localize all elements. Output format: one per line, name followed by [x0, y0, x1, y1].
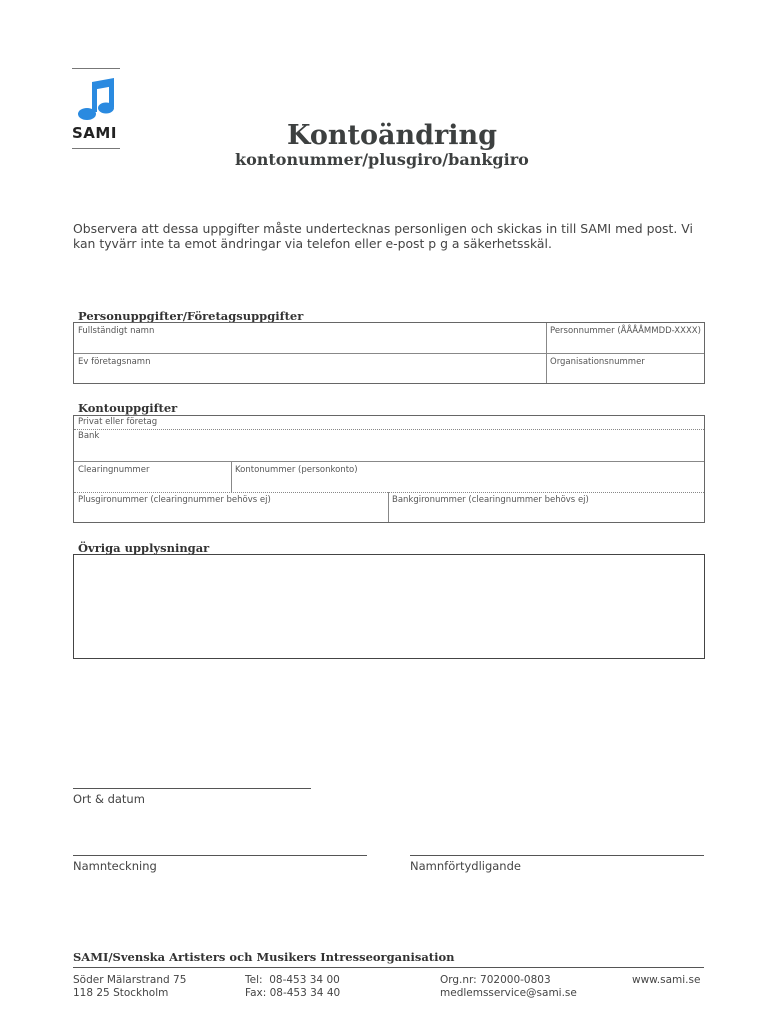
- full-name-label: Fullständigt namn: [78, 326, 155, 336]
- section-title-person: Personuppgifter/Företagsuppgifter: [78, 309, 304, 323]
- plusgiro-field[interactable]: [74, 493, 388, 522]
- company-name-field[interactable]: [74, 354, 546, 383]
- logo-bottom-rule: [72, 148, 120, 149]
- org-number-field[interactable]: [547, 354, 704, 383]
- company-name-label: Ev företagsnamn: [78, 357, 151, 367]
- other-info-textarea[interactable]: [73, 554, 705, 659]
- private-or-company-label: Privat eller företag: [78, 417, 158, 427]
- footer-address-1: Söder Mälarstrand 75: [73, 974, 187, 986]
- signature-label: Namnteckning: [73, 859, 157, 873]
- name-clarification-label: Namnförtydligande: [410, 859, 521, 873]
- place-date-line[interactable]: [73, 788, 311, 789]
- plusgiro-label: Plusgironummer (clearingnummer behövs ej): [78, 495, 271, 505]
- name-clarification-line[interactable]: [410, 855, 704, 856]
- footer-tel: Tel: 08-453 34 00: [245, 974, 340, 986]
- section-title-other: Övriga upplysningar: [78, 541, 210, 555]
- personal-number-field[interactable]: [547, 323, 704, 353]
- footer-org-name: SAMI/Svenska Artisters och Musikers Intresseorganisation: [73, 950, 455, 964]
- org-number-label: Organisationsnummer: [550, 357, 645, 367]
- place-date-label: Ort & datum: [73, 792, 145, 806]
- footer-org-nr: Org.nr: 702000-0803: [440, 974, 551, 986]
- logo-top-rule: [72, 68, 120, 69]
- music-note-icon: [78, 76, 118, 122]
- clearing-label: Clearingnummer: [78, 465, 150, 475]
- personal-number-label: Personnummer (ÅÅÅÅMMDD-XXXX): [550, 326, 701, 336]
- account-number-label: Kontonummer (personkonto): [235, 465, 358, 475]
- logo-text: SAMI: [72, 124, 117, 142]
- section-title-account: Kontouppgifter: [78, 401, 178, 415]
- bank-field[interactable]: [74, 430, 704, 460]
- footer-fax: Fax: 08-453 34 40: [245, 987, 341, 999]
- footer-rule: [73, 967, 704, 968]
- private-or-company-field[interactable]: [74, 416, 704, 429]
- account-number-field[interactable]: [232, 462, 704, 492]
- footer-address-2: 118 25 Stockholm: [73, 987, 169, 999]
- account-info-box: [73, 415, 705, 523]
- intro-text: Observera att dessa uppgifter måste undertecknas personligen och skickas in till SAMI med post. Vi kan tyvärr inte ta emot ändringar via telefon eller e-post p g a säkerhetsskäl.: [73, 221, 693, 251]
- clearing-field[interactable]: [74, 462, 231, 492]
- full-name-field[interactable]: [74, 323, 546, 353]
- person-info-box: [73, 322, 705, 384]
- bank-label: Bank: [78, 431, 100, 441]
- bankgiro-field[interactable]: [389, 493, 704, 522]
- page-subtitle: kontonummer/plusgiro/bankgiro: [235, 150, 529, 169]
- footer-web[interactable]: www.sami.se: [632, 974, 701, 986]
- bankgiro-label: Bankgironummer (clearingnummer behövs ej): [392, 495, 589, 505]
- footer-email[interactable]: medlemsservice@sami.se: [440, 987, 577, 999]
- page-title: Kontoändring: [287, 120, 497, 151]
- signature-line[interactable]: [73, 855, 367, 856]
